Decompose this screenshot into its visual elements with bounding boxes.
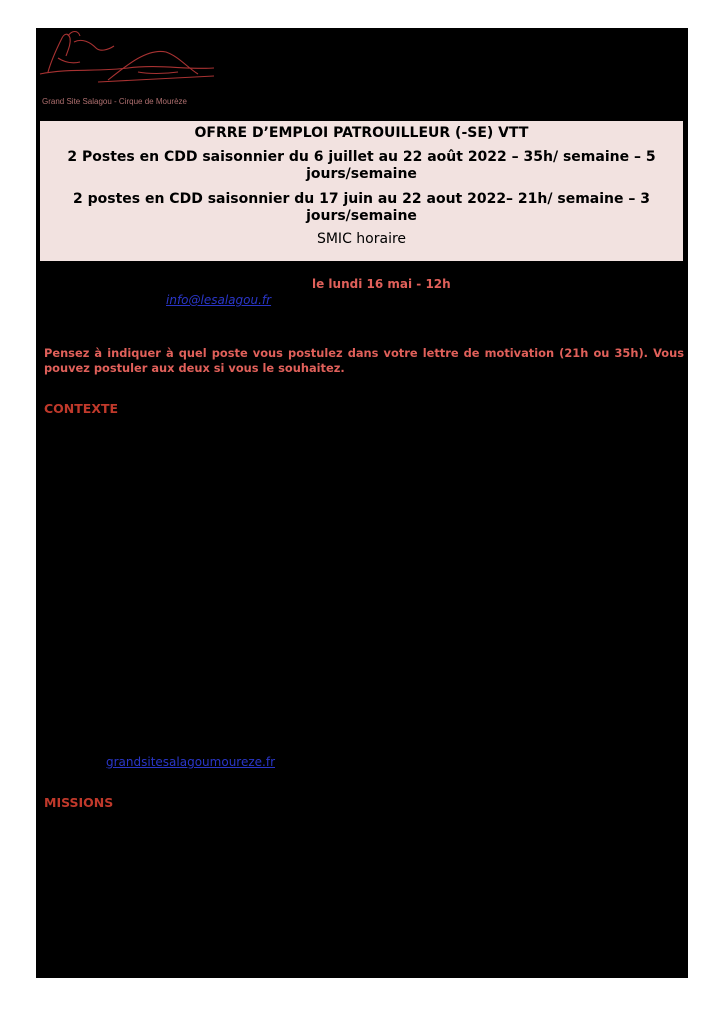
section-heading-missions: MISSIONS (44, 795, 114, 810)
job-header-box (40, 121, 683, 261)
section-heading-context: CONTEXTE (44, 401, 119, 416)
website-link[interactable]: grandsitesalagoumoureze.fr (106, 755, 276, 769)
contract-line-35h: 2 Postes en CDD saisonnier du 6 juillet au 22 août 2022 – 35h/ semaine – 5 jours/semaine (67, 149, 656, 182)
site-logo (38, 28, 218, 114)
application-deadline: le lundi 16 mai - 12h (312, 277, 451, 291)
contract-line-21h: 2 postes en CDD saisonnier du 17 juin au 22 aout 2022– 21h/ semaine – 3 jours/semaine (72, 191, 650, 224)
job-title: OFRRE D’EMPLOI PATROUILLEUR (-SE) VTT (194, 125, 529, 141)
salary: SMIC horaire (316, 231, 407, 247)
landscape-logo-icon (38, 28, 218, 98)
application-notice: Pensez à indiquer à quel poste vous postulez dans votre lettre de motivation (21h ou 35h). Vous pouvez postuler aux deux si vous le souhaitez. (44, 346, 684, 375)
email-link[interactable]: info@lesalagou.fr (166, 293, 272, 307)
document-page (36, 28, 688, 978)
logo-caption: Grand Site Salagou - Cirque de Mourèze (42, 97, 187, 106)
